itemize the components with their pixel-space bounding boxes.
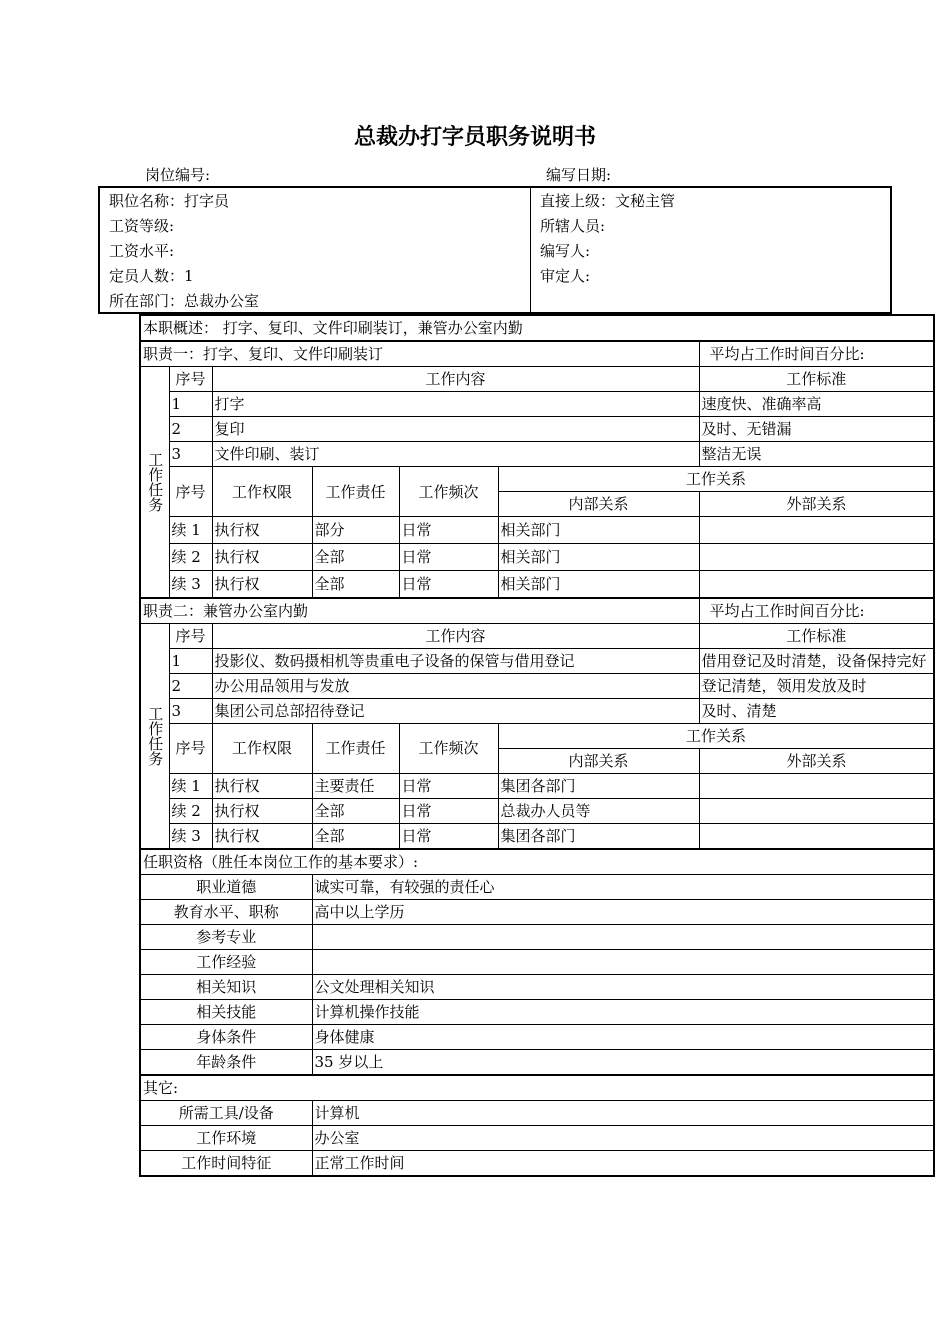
table-row: 年龄条件 35 岁以上 [140, 1049, 934, 1075]
document-title: 总裁办打字员职务说明书 [353, 125, 596, 150]
table-row: 2 复印 及时、无错漏 [140, 417, 934, 442]
job-description-table: 本职概述： 打字、复印、文件印刷装订，兼管办公室内勤 职责一：打字、复印、文件印刷装订 平均占工作时间百分比: 工作任务 序号 工作内容 工作标准 1 打字 速度快、准确率高 2 复印 及时、无错漏 3 文件印刷、装订 整洁无误 序号 工作权限 工作责任 工作频次 工作关系 内部关系 外部关系 续 1 执行权 部分 日常 相关部门 续 2 执行权 全部 日常 相关部门 续 3 执行权 全部 日常 相关部门 职责二：兼管办公室内勤 平均占工作时间百分比: 工作任务 序号 工作内容 工作标准 1 投影仪、数码摄相机等贵重电子设备的保管与借用登记 借用登记及时清楚，设备保持完好 2 办公用品领用与发放 登记清楚，领用发放及时 3 集团公司总部招待登记 及时、清楚 序号 工作权限 工作责任 工作频次 工作关系 内部关系 外部关系 续 1 执行权 主要责任 日常 集团各部门 续 2 执行权 全部 日常 总裁办人员等 续 3 执行权 全部 日常 集团各部门 任职资格（胜任本岗位工作的基本要求）: 职业道德 诚实可靠，有较强的责任心 教育水平、职称 高中以上学历 参考专业 工作经验 相关知识 公文处理相关知识 相关技能 计算机操作技能 身体条件 身体健康 年龄条件 35 岁以上 其它: 所需工具/设备 计算机 工作环境 办公室 工作时间特征 正常工作时间 [139, 314, 935, 1177]
table-row: 续 2 执行权 全部 日常 相关部门 [140, 544, 934, 571]
duty1-title-row [140, 341, 934, 367]
duty2-pct-label: 平均占工作时间百分比: [699, 598, 934, 624]
direct-supervisor: 直接上级：文秘主管 [540, 192, 676, 210]
duty2-title: 职责二：兼管办公室内勤 [140, 598, 699, 624]
duty1-task-header [140, 367, 934, 392]
table-row: 职业道德 诚实可靠，有较强的责任心 [140, 874, 934, 899]
table-row: 工作环境 办公室 [140, 1125, 934, 1150]
job-summary: 本职概述： 打字、复印、文件印刷装订，兼管办公室内勤 [140, 315, 934, 341]
table-row: 续 3 执行权 全部 日常 集团各部门 [140, 823, 934, 849]
seq-header: 序号 [169, 367, 212, 392]
table-row: 续 1 执行权 部分 日常 相关部门 [140, 517, 934, 544]
table-row: 续 3 执行权 全部 日常 相关部门 [140, 571, 934, 598]
table-row: 1 投影仪、数码摄相机等贵重电子设备的保管与借用登记 借用登记及时清楚，设备保持完好 [140, 648, 934, 673]
basic-info-box [98, 186, 892, 314]
job-title: 职位名称：打字员 [109, 192, 230, 210]
duty2-detail-header: 序号 工作权限 工作责任 工作频次 工作关系 [140, 723, 934, 748]
date-label: 编写日期: [546, 166, 612, 184]
salary-level: 工资水平: [109, 242, 175, 260]
duty2-task-header: 工作任务 序号 工作内容 工作标准 [140, 623, 934, 648]
table-row: 续 1 执行权 主要责任 日常 集团各部门 [140, 773, 934, 798]
table-row: 工作经验 [140, 949, 934, 974]
duty1-detail-header: 序号 工作权限 工作责任 工作频次 工作关系 [140, 467, 934, 492]
duty2-title-row [140, 598, 934, 624]
summary-row [140, 315, 934, 341]
headcount: 定员人数：1 [109, 267, 194, 285]
table-row: 身体条件 身体健康 [140, 1024, 934, 1049]
qualifications-title-row [140, 849, 934, 875]
approver: 审定人: [540, 267, 591, 285]
table-row: 3 集团公司总部招待登记 及时、清楚 [140, 698, 934, 723]
duty1-work-tasks-label: 工作任务 [140, 367, 169, 598]
table-row: 相关技能 计算机操作技能 [140, 999, 934, 1024]
duty2-work-tasks-label: 工作任务 [140, 623, 169, 849]
qualifications-title: 任职资格（胜任本岗位工作的基本要求）: [140, 849, 934, 875]
other-title-row [140, 1075, 934, 1101]
standard-header: 工作标准 [699, 367, 934, 392]
table-row: 教育水平、职称 高中以上学历 [140, 899, 934, 924]
department: 所在部门：总裁办公室 [109, 292, 260, 310]
table-row: 2 办公用品领用与发放 登记清楚，领用发放及时 [140, 673, 934, 698]
subordinates: 所辖人员: [540, 217, 606, 235]
table-row: 相关知识 公文处理相关知识 [140, 974, 934, 999]
table-row: 工作时间特征 正常工作时间 [140, 1150, 934, 1176]
other-title: 其它: [140, 1075, 934, 1101]
table-row: 所需工具/设备 计算机 [140, 1100, 934, 1125]
content-header: 工作内容 [212, 367, 699, 392]
duty1-title: 职责一：打字、复印、文件印刷装订 [140, 341, 699, 367]
salary-grade: 工资等级: [109, 217, 175, 235]
table-row: 3 文件印刷、装订 整洁无误 [140, 442, 934, 467]
author: 编写人: [540, 242, 591, 260]
position-number-label: 岗位编号: [145, 166, 211, 184]
table-row: 续 2 执行权 全部 日常 总裁办人员等 [140, 798, 934, 823]
table-row: 参考专业 [140, 924, 934, 949]
duty1-pct-label: 平均占工作时间百分比: [699, 341, 934, 367]
table-row: 1 打字 速度快、准确率高 [140, 392, 934, 417]
